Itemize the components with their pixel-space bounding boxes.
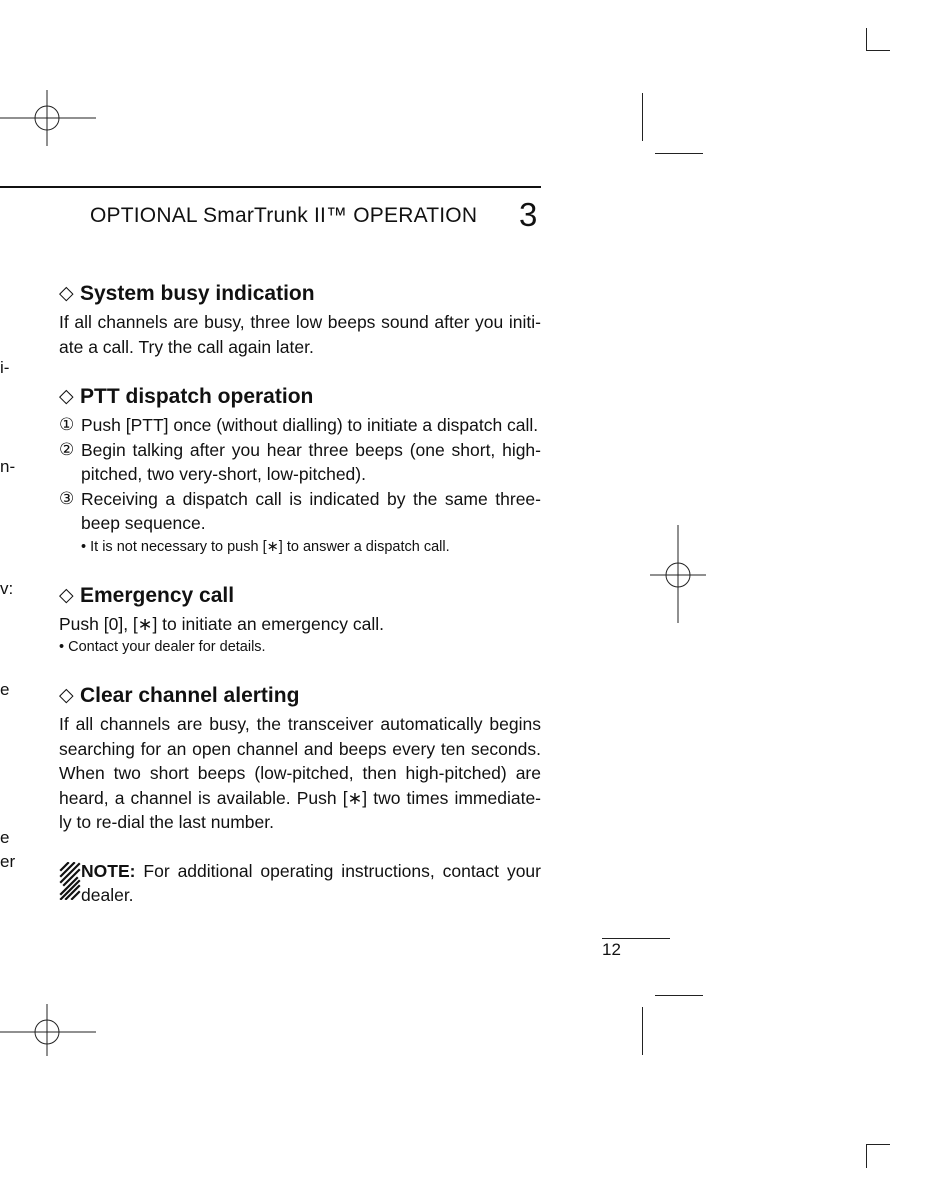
main-content bbox=[59, 280, 541, 908]
step-number: ③ bbox=[59, 488, 75, 508]
section-emergency-call bbox=[59, 582, 541, 659]
edge-fragment: e bbox=[0, 680, 10, 699]
sub-note: • It is not necessary to push [∗] to answer a dispatch call. bbox=[81, 538, 450, 555]
crop-mark bbox=[866, 28, 867, 50]
step-text: Receiving a dispatch call is indicated by the same three-beep sequence. bbox=[81, 488, 541, 533]
section-heading: ◇ System busy indication bbox=[59, 280, 541, 308]
section-heading: ◇ PTT dispatch operation bbox=[59, 383, 541, 411]
note-label: NOTE: bbox=[81, 860, 136, 881]
crop-mark bbox=[866, 1144, 890, 1145]
chapter-title: OPTIONAL SmarTrunk II™ OPERATION bbox=[90, 204, 478, 227]
registration-mark-icon bbox=[0, 90, 100, 146]
edge-fragment: v: bbox=[0, 579, 14, 598]
registration-mark-icon bbox=[0, 1004, 100, 1060]
crop-mark bbox=[655, 153, 703, 154]
header-rule bbox=[0, 186, 541, 188]
diamond-outline-icon: ◇ bbox=[59, 283, 74, 304]
section-system-busy bbox=[59, 280, 541, 359]
crop-mark bbox=[655, 995, 703, 996]
section-clear-channel bbox=[59, 682, 541, 835]
note-text bbox=[81, 859, 541, 908]
crop-mark bbox=[866, 1144, 867, 1168]
section-heading: ◇ Clear channel alerting bbox=[59, 682, 541, 710]
bullet-note: • Contact your dealer for details. bbox=[59, 639, 266, 655]
edge-fragment: er bbox=[0, 852, 16, 871]
edge-fragment: i- bbox=[0, 358, 10, 377]
step-text: Push [PTT] once (without dialling) to initiate a dispatch call. bbox=[81, 415, 539, 435]
step-number: ① bbox=[59, 415, 75, 434]
diamond-outline-icon: ◇ bbox=[59, 584, 74, 606]
note-body: For additional operating instructions, contact your dealer. bbox=[81, 860, 541, 905]
section-body: If all channels are busy, three low beeps sound after you initi-ate a call. Try the call again later. bbox=[59, 312, 541, 357]
note-box bbox=[59, 859, 541, 908]
crop-mark bbox=[866, 50, 890, 51]
section-body: Push [0], [∗] to initiate an emergency call. bbox=[59, 613, 384, 634]
step-text: Begin talking after you hear three beeps (one short, high-pitched, two very-short, low-pitched). bbox=[81, 439, 541, 484]
step-number: ② bbox=[59, 439, 75, 459]
page-number: 12 bbox=[602, 940, 621, 959]
diamond-outline-icon: ◇ bbox=[59, 386, 74, 407]
crop-mark bbox=[642, 1007, 643, 1055]
list-item bbox=[59, 487, 541, 536]
list-item bbox=[59, 413, 541, 438]
edge-fragment: e bbox=[0, 828, 10, 847]
section-body: If all channels are busy, the transceiver automatically begins searching for an open channel and beeps every ten seconds. When two short beeps (low-pitched, then high-pitched) are heard, a channel is available. Push [∗] two times immediate-ly to re-dial the last number. bbox=[59, 714, 541, 832]
hatched-note-icon bbox=[59, 862, 81, 900]
section-heading: ◇ Emergency call bbox=[59, 582, 541, 610]
chapter-number: 3 bbox=[519, 196, 538, 233]
crop-mark bbox=[642, 93, 643, 141]
edge-fragment: n- bbox=[0, 457, 16, 476]
section-ptt-dispatch bbox=[59, 383, 541, 558]
steps-list bbox=[59, 413, 541, 536]
registration-mark-icon bbox=[650, 525, 706, 625]
list-item bbox=[59, 438, 541, 487]
page-number-rule bbox=[602, 938, 670, 939]
diamond-outline-icon: ◇ bbox=[59, 685, 74, 706]
